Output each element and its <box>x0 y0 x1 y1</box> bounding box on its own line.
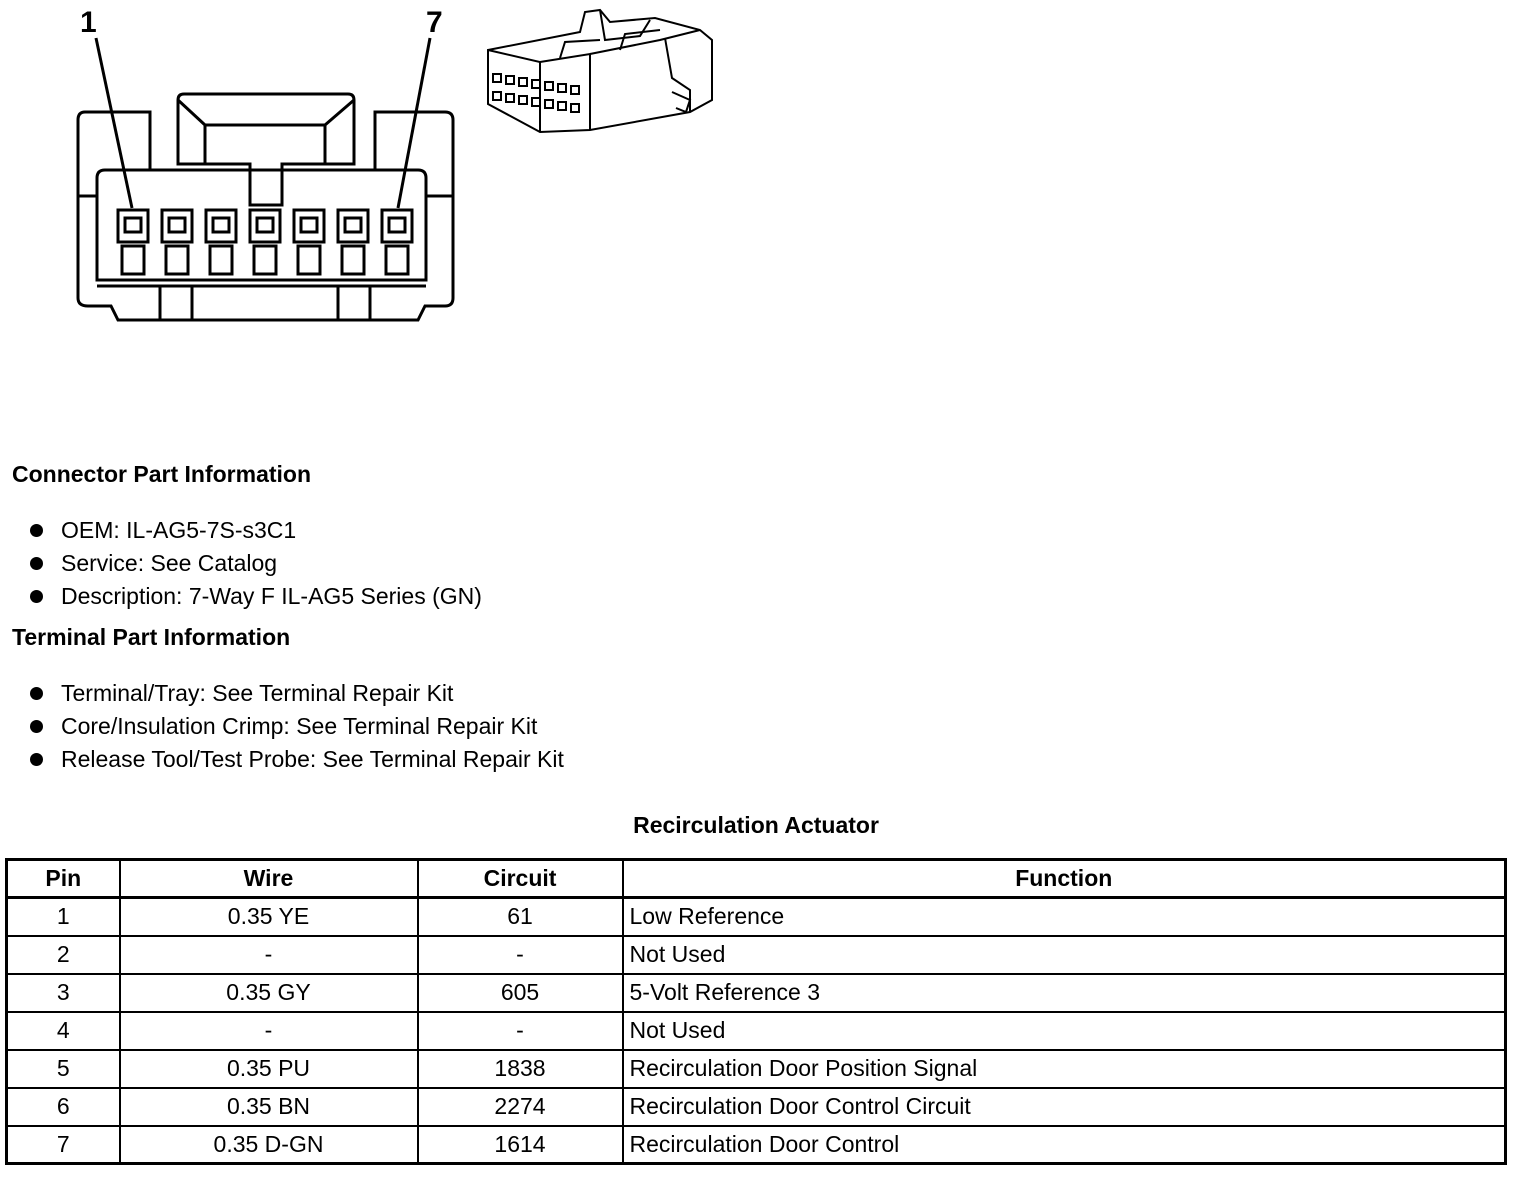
pin-cavity-icon <box>294 210 324 274</box>
connector-info-heading: Connector Part Information <box>12 461 312 487</box>
terminal-info-list <box>28 677 564 776</box>
table-row <box>7 1088 1506 1126</box>
cell-circuit: 2274 <box>418 1088 623 1126</box>
bullet-icon <box>30 590 43 603</box>
iso-pin-icon <box>506 94 514 102</box>
cell-wire: 0.35 GY <box>120 974 418 1012</box>
pin-cavity-icon <box>118 210 148 274</box>
connector-info-list <box>28 514 482 613</box>
column-header-wire: Wire <box>120 860 418 898</box>
list-item: Release Tool/Test Probe: See Terminal Repair Kit <box>28 743 564 776</box>
cell-wire: 0.35 D-GN <box>120 1126 418 1164</box>
pin-cavity-icon <box>250 210 280 274</box>
cell-wire: - <box>120 936 418 974</box>
table-row <box>7 1012 1506 1050</box>
cell-function: Low Reference <box>623 898 1506 936</box>
iso-pin-icon <box>493 74 501 82</box>
list-item: OEM: IL-AG5-7S-s3C1 <box>28 514 482 547</box>
pin-7-label: 7 <box>426 6 443 39</box>
cell-pin: 5 <box>7 1050 120 1088</box>
connector-diagram <box>0 0 740 340</box>
cell-pin: 6 <box>7 1088 120 1126</box>
table-row <box>7 974 1506 1012</box>
table-row <box>7 1126 1506 1164</box>
pin-1-label: 1 <box>80 6 97 39</box>
iso-pin-icon <box>532 98 540 106</box>
bullet-icon <box>30 720 43 733</box>
pin-cavity-icon <box>206 210 236 274</box>
cell-function: Recirculation Door Control <box>623 1126 1506 1164</box>
cell-function: 5-Volt Reference 3 <box>623 974 1506 1012</box>
table-header-row <box>7 860 1506 898</box>
cell-wire: 0.35 YE <box>120 898 418 936</box>
cell-function: Not Used <box>623 936 1506 974</box>
table-row <box>7 1050 1506 1088</box>
iso-pin-icon <box>532 80 540 88</box>
list-item: Service: See Catalog <box>28 547 482 580</box>
cell-circuit: - <box>418 936 623 974</box>
cell-circuit: - <box>418 1012 623 1050</box>
cell-wire: 0.35 BN <box>120 1088 418 1126</box>
bullet-icon <box>30 524 43 537</box>
iso-pin-icon <box>571 104 579 112</box>
cell-circuit: 61 <box>418 898 623 936</box>
connector-front-view-icon <box>78 38 453 320</box>
column-header-circuit: Circuit <box>418 860 623 898</box>
iso-pin-icon <box>545 82 553 90</box>
table-title: Recirculation Actuator <box>633 812 879 838</box>
iso-pin-icon <box>519 78 527 86</box>
cell-wire: - <box>120 1012 418 1050</box>
iso-pin-icon <box>558 102 566 110</box>
table-row <box>7 898 1506 936</box>
iso-pin-icon <box>558 84 566 92</box>
list-item: Core/Insulation Crimp: See Terminal Repair Kit <box>28 710 564 743</box>
table-row <box>7 936 1506 974</box>
cell-circuit: 1614 <box>418 1126 623 1164</box>
iso-pin-icon <box>545 100 553 108</box>
cell-pin: 2 <box>7 936 120 974</box>
cell-circuit: 605 <box>418 974 623 1012</box>
terminal-info-heading: Terminal Part Information <box>12 624 291 650</box>
pinout-table <box>5 858 1507 1165</box>
iso-pin-icon <box>519 96 527 104</box>
bullet-icon <box>30 753 43 766</box>
cell-pin: 7 <box>7 1126 120 1164</box>
bullet-icon <box>30 557 43 570</box>
list-item: Terminal/Tray: See Terminal Repair Kit <box>28 677 564 710</box>
cell-circuit: 1838 <box>418 1050 623 1088</box>
cell-pin: 4 <box>7 1012 120 1050</box>
cell-wire: 0.35 PU <box>120 1050 418 1088</box>
cell-pin: 1 <box>7 898 120 936</box>
connector-isometric-view-icon <box>488 10 712 132</box>
list-item: Description: 7-Way F IL-AG5 Series (GN) <box>28 580 482 613</box>
column-header-function: Function <box>623 860 1506 898</box>
cell-function: Recirculation Door Position Signal <box>623 1050 1506 1088</box>
pin-cavity-icon <box>382 210 412 274</box>
iso-pin-icon <box>571 86 579 94</box>
cell-function: Not Used <box>623 1012 1506 1050</box>
iso-pin-icon <box>493 92 501 100</box>
cell-pin: 3 <box>7 974 120 1012</box>
pin-cavity-icon <box>162 210 192 274</box>
cell-function: Recirculation Door Control Circuit <box>623 1088 1506 1126</box>
pin-cavity-icon <box>338 210 368 274</box>
iso-pin-icon <box>506 76 514 84</box>
column-header-pin: Pin <box>7 860 120 898</box>
bullet-icon <box>30 687 43 700</box>
